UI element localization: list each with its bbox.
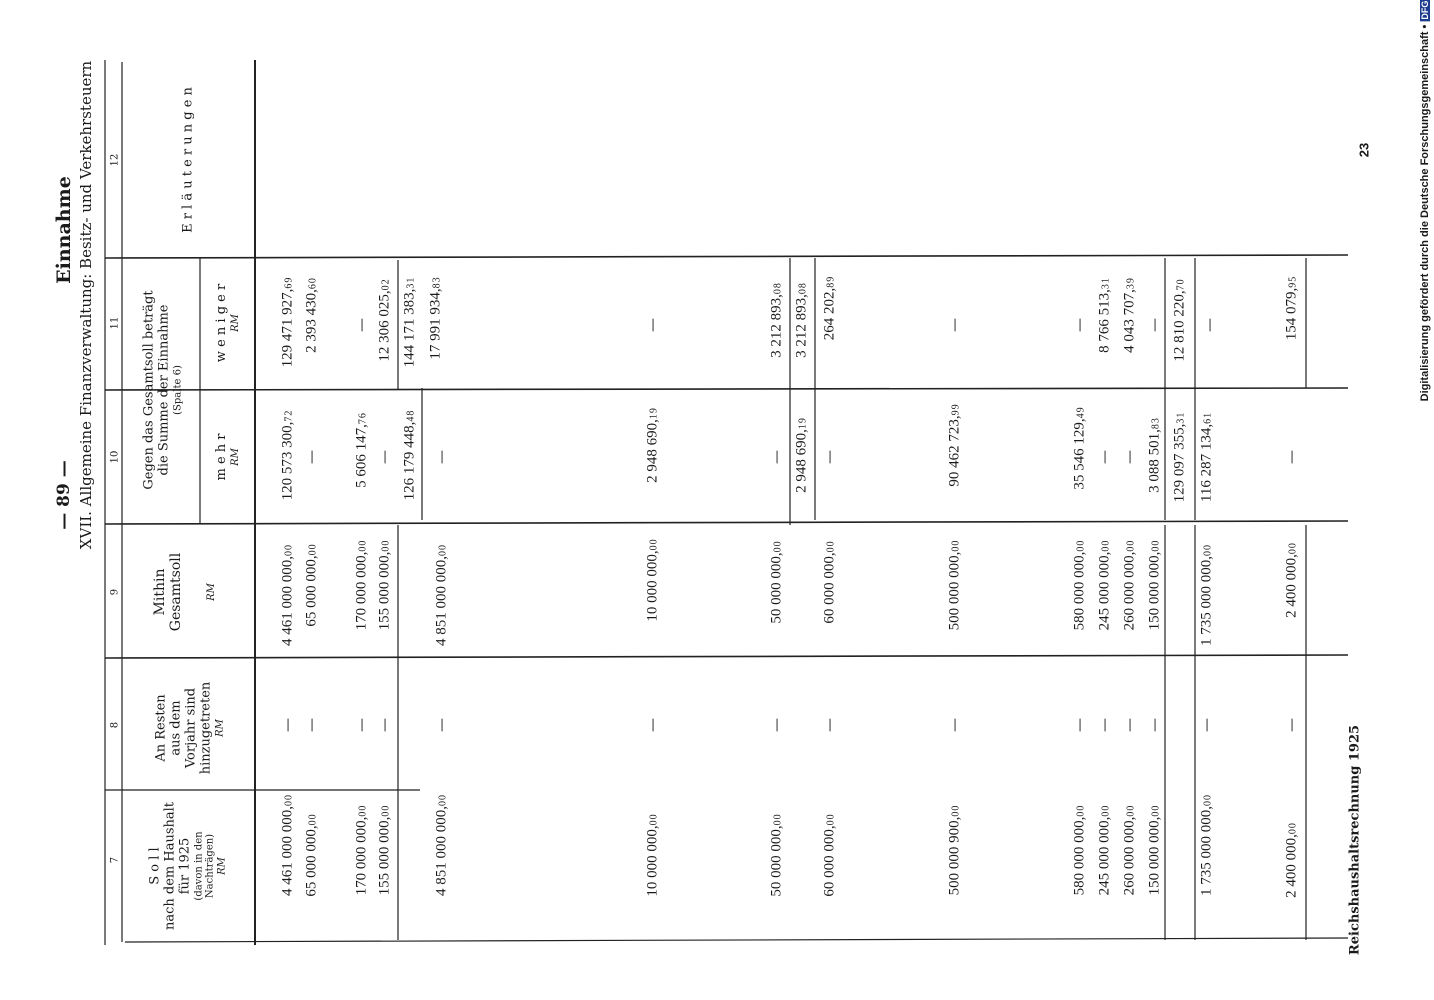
mehr-dash: —	[1097, 450, 1113, 464]
mehr-cell: 129 097 355,31	[1171, 411, 1188, 503]
mehr-dash: —	[822, 450, 838, 464]
col8-l3: Vorjahr sind	[183, 687, 199, 769]
c8-dash: —	[1284, 718, 1300, 732]
mehr-cell: 3 088 501,83	[1146, 417, 1163, 493]
c8-dash: —	[769, 718, 785, 732]
gesamtsoll-cell: 170 000 000,00	[353, 539, 370, 631]
sheet-number: 23	[1356, 142, 1372, 158]
page-number: — 89 —	[54, 460, 74, 530]
soll-cell: 580 000 000,00	[1071, 804, 1088, 896]
c8-dash: —	[645, 718, 661, 732]
soll-cell: 155 000 000,00	[376, 804, 393, 896]
weniger-cell: 154 079,95	[1283, 275, 1300, 341]
soll-cell: 500 000 900,00	[946, 804, 963, 896]
soll-cell: 1 735 000 000,00	[1198, 794, 1215, 896]
rule-c11-c12	[105, 255, 1348, 258]
c8-dash: —	[822, 718, 838, 732]
page-type: Einnahme	[53, 176, 75, 284]
gesamtsoll-cell: 500 000 000,00	[946, 539, 963, 631]
gesamtsoll-cell: 60 000 000,00	[821, 540, 838, 624]
soll-cell: 4 461 000 000,00	[279, 794, 296, 896]
soll-cell: 10 000 000,00	[644, 813, 661, 897]
mehr-cell: 5 606 147,76	[353, 412, 370, 488]
col-num-12: 12	[109, 153, 121, 167]
mehr-cell: 116 287 134,61	[1198, 411, 1215, 503]
soll-cell: 60 000 000,00	[821, 813, 838, 897]
group-l3: (Spalte 6)	[172, 365, 184, 415]
c8-dash: —	[354, 718, 370, 732]
c8-dash: —	[1072, 718, 1088, 732]
soll-cell: 50 000 000,00	[768, 813, 785, 897]
gesamtsoll-cell: 4 851 000 000,00	[433, 544, 450, 646]
rule-c9-c10	[105, 521, 1348, 524]
c8-dash: —	[1122, 718, 1138, 732]
group-l1: Gegen das Gesamtsoll beträgt	[141, 290, 157, 490]
gesamtsoll-cell: 65 000 000,00	[303, 543, 320, 627]
weniger-cell: 3 212 893,08	[768, 282, 785, 358]
mehr-header	[215, 433, 241, 480]
weniger-dash: —	[947, 318, 963, 332]
c8-dash: —	[377, 718, 393, 732]
gesamtsoll-cell: 50 000 000,00	[768, 540, 785, 624]
mehr-dash: —	[304, 450, 320, 464]
c8-dash: —	[1097, 718, 1113, 732]
mehr-label: m e h r	[213, 433, 229, 481]
gesamtsoll-cell: 10 000 000,00	[644, 538, 661, 622]
digitization-text: Digitalisierung gefördert durch die Deutsche Forschungsgemeinschaft •	[1419, 24, 1431, 402]
col-num-10: 10	[109, 450, 121, 464]
weniger-cell: 12 810 220,70	[1171, 278, 1188, 362]
soll-cell: 150 000 000,00	[1146, 804, 1163, 896]
weniger-cell: 8 766 513,31	[1096, 277, 1113, 353]
col-num-11: 11	[109, 316, 121, 330]
weniger-label: w e n i g e r	[213, 283, 229, 363]
weniger-dash: —	[1072, 318, 1088, 332]
col12-header: E r l ä u t e r u n g e n	[180, 87, 196, 233]
weniger-cell: 129 471 927,69	[279, 276, 296, 368]
col9-header	[152, 553, 218, 631]
weniger-cell: 2 393 430,60	[303, 277, 320, 353]
col9-l1: Mithin	[152, 568, 169, 616]
weniger-cell: 144 171 383,31	[401, 276, 418, 368]
weniger-cell: 4 043 707,39	[1121, 277, 1138, 353]
gesamtsoll-cell: 245 000 000,00	[1096, 539, 1113, 631]
digitization-note	[1419, 0, 1431, 401]
col7-l4: (davon in den	[193, 831, 205, 901]
mehr-dash: —	[1284, 450, 1300, 464]
mehr-dash: —	[1122, 450, 1138, 464]
col7-unit: RM	[216, 857, 228, 875]
soll-cell: 65 000 000,00	[303, 813, 320, 897]
weniger-dash: —	[354, 318, 370, 332]
col7-header	[148, 802, 227, 930]
col8-l1: An Resten	[153, 694, 169, 762]
c8-dash: —	[1147, 718, 1163, 732]
weniger-dash: —	[1202, 318, 1218, 332]
mehr-unit: RM	[229, 448, 241, 466]
soll-cell: 170 000 000,00	[353, 804, 370, 896]
weniger-cell: 12 306 025,02	[376, 278, 393, 362]
gesamtsoll-cell: 4 461 000 000,00	[279, 544, 296, 646]
soll-cell: 245 000 000,00	[1096, 804, 1113, 896]
c8-dash: —	[947, 718, 963, 732]
col-num-7: 7	[109, 856, 121, 864]
gesamtsoll-cell: 580 000 000,00	[1071, 539, 1088, 631]
mehr-cell: 35 546 129,49	[1071, 406, 1088, 490]
weniger-cell: 17 991 934,83	[427, 276, 444, 360]
col7-l1: S o l l	[147, 847, 163, 885]
footer-title: Reichshaushaltsrechnung 1925	[1347, 724, 1363, 956]
col7-l2: nach dem Haushalt	[162, 801, 178, 931]
col9-unit: RM	[206, 583, 218, 601]
col8-l2: aus dem	[168, 700, 184, 756]
mehr-dash: —	[377, 450, 393, 464]
gesamtsoll-cell: 155 000 000,00	[376, 539, 393, 631]
rule-c10-c11	[105, 388, 1348, 390]
col9-l2: Gesamtsoll	[168, 552, 185, 632]
weniger-unit: RM	[229, 314, 241, 332]
col8-l4: hinzugetreten	[198, 681, 214, 775]
soll-cell: 2 400 000,00	[1283, 822, 1300, 898]
mehr-cell: 90 462 723,99	[946, 403, 963, 487]
mehr-dash: —	[434, 450, 450, 464]
weniger-cell: 264 202,89	[821, 275, 838, 341]
c8-dash: —	[304, 718, 320, 732]
col7-l5: Nachträgen)	[204, 833, 216, 899]
mehr-cell: 2 948 690,19	[793, 417, 810, 493]
mehr-cell: 126 179 448,48	[401, 409, 418, 501]
col7-l3: für 1925	[177, 837, 193, 895]
col8-unit: RM	[214, 719, 226, 737]
gesamtsoll-cell: 260 000 000,00	[1121, 539, 1138, 631]
section-title: XVII. Allgemeine Finanzverwaltung: Besitz- und Verkehrsteuern	[77, 60, 95, 550]
c8-dash: —	[280, 718, 296, 732]
weniger-dash: —	[645, 318, 661, 332]
col-num-9: 9	[109, 588, 121, 596]
gesamtsoll-cell: 150 000 000,00	[1146, 539, 1163, 631]
dfg-logo: DFG	[1420, 0, 1430, 20]
weniger-cell: 3 212 893,08	[793, 282, 810, 358]
c8-dash: —	[434, 718, 450, 732]
weniger-dash: —	[1147, 318, 1163, 332]
gesamtsoll-cell: 1 735 000 000,00	[1198, 544, 1215, 646]
col8-header	[154, 682, 225, 775]
weniger-header	[215, 284, 241, 362]
group-l2: die Summe der Einnahme	[156, 304, 172, 476]
rule-c8-c9	[105, 655, 1348, 658]
col-num-8: 8	[109, 721, 121, 729]
soll-cell: 260 000 000,00	[1121, 804, 1138, 896]
gesamtsoll-cell: 2 400 000,00	[1283, 542, 1300, 618]
mehr-cell: 2 948 690,19	[644, 407, 661, 483]
mehr-dash: —	[769, 450, 785, 464]
group-header	[142, 290, 183, 489]
soll-cell: 4 851 000 000,00	[433, 794, 450, 896]
c8-dash: —	[1199, 718, 1215, 732]
mehr-cell: 120 573 300,72	[279, 409, 296, 501]
